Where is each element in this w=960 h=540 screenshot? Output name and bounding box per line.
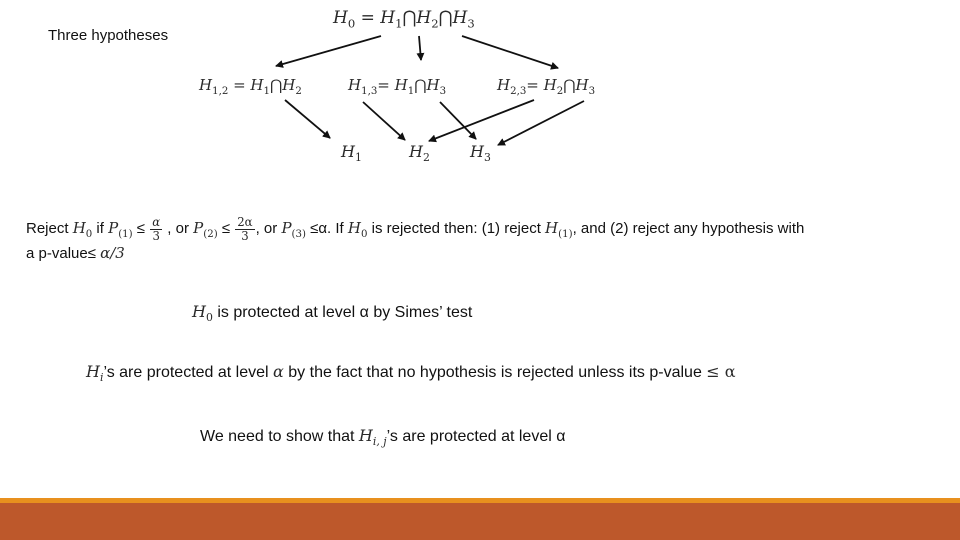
arrow-root-to-h13 [419,36,421,60]
leaf-h3: $H_3$ [470,142,491,165]
footer-bar [0,503,960,540]
intersection-h23: $H_{2,3}=$ $H_2⋂H_3$ [497,76,596,97]
intersection-h12: $H_{1,2}$ = $H_1⋂H_2$ [199,76,302,97]
fraction-2alpha-3: $\frac{2\alpha}{3}$ [237,215,253,243]
statement-h0-protected: $H_0$ is protected at level α by Simes’ test [192,302,473,325]
statement-hi-protected: $H_i’s$ are protected at level α by the fact that no hypothesis is rejected unless its p-value ≤ α [86,362,736,385]
arrow-h23-to-h3 [498,101,584,145]
arrow-root-to-h23 [462,36,558,68]
arrow-h12-to-h1 [285,100,330,138]
arrow-root-to-h12 [276,36,381,66]
arrow-h13-to-h3 [440,102,476,139]
rejection-rule: Reject $H_0$ if $P_{(1)}$ ≤ $\frac{\alpha}{3}$ , or $P_{(2)}$ ≤ $\frac{2\alpha}{3}$ , or $P_{(3)} \le\alpha$. If $H_0$ is rejected then: (1) reject $H_{(1)}$, and (2) reject any hypothesis with [26,215,805,243]
rejection-rule-continued: a p-value≤ α/3 [26,244,125,262]
leaf-h2: $H_2$ [409,142,430,165]
intersection-h13: $H_{1,3}=$ $H_1⋂H_3$ [348,76,447,97]
root-hypothesis: $H_0$ = $H_1⋂H_2⋂H_3$ [333,8,475,31]
statement-hij-goal: We need to show that $H_{i, j}’s$ are protected at level α [200,426,566,449]
slide-title: Three hypotheses [48,27,169,44]
leaf-h1: $H_1$ [341,142,362,165]
arrow-h13-to-h2 [363,102,405,140]
fraction-alpha-3: $\frac{\alpha}{3}$ [152,215,161,243]
